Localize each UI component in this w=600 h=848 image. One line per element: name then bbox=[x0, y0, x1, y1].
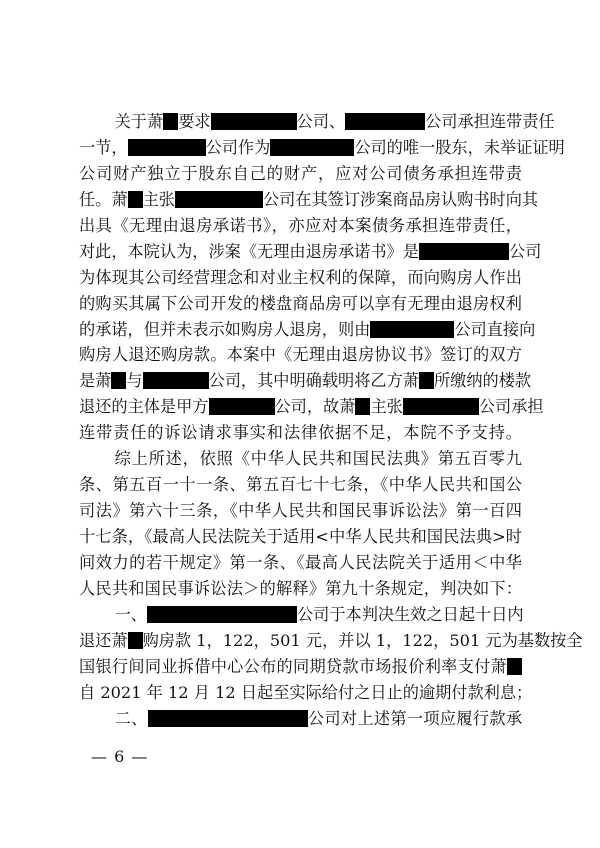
text-run: 二、 bbox=[114, 708, 148, 728]
redaction-bar bbox=[355, 398, 370, 415]
text-run: 购房人退还购房款。本案中《无理由退房协议书》签订的双方 bbox=[79, 345, 522, 365]
text-run: 公司，其中明确载明将乙方萧 bbox=[208, 371, 419, 391]
text-run: 自 2021 年 12 月 12 日起至实际给付之日止的逾期付款利息； bbox=[79, 682, 533, 702]
text-line bbox=[79, 628, 583, 654]
redaction-bar bbox=[128, 191, 143, 208]
text-run: 购房款 1，122，501 元，并以 1，122，501 元为基数按全 bbox=[142, 630, 583, 650]
redaction-bar bbox=[270, 139, 354, 156]
text-run: 出具《无理由退房承诺书》，亦应对本案债务承担连带责任， bbox=[79, 215, 522, 235]
text-run: 条、第五百一十一条、第五百七十七条，《中华人民共和国公 bbox=[79, 475, 522, 495]
redaction-bar bbox=[211, 113, 297, 130]
text-run: 关于萧 bbox=[114, 112, 164, 131]
redaction-bar bbox=[419, 372, 434, 389]
redaction-bar bbox=[175, 191, 263, 208]
text-line bbox=[79, 602, 522, 628]
redaction-bar bbox=[507, 658, 522, 675]
text-run: 公司在其签订涉案商品房认购书时向其 bbox=[262, 189, 539, 209]
text-run: 十七条，《最高人民法院关于适用<中华人民共和国民法典>时 bbox=[79, 527, 522, 546]
text-run: 主张 bbox=[370, 397, 403, 417]
text-line bbox=[79, 420, 522, 446]
redaction-bar bbox=[419, 243, 509, 260]
text-run: 的承诺，但并未表示如购房人退房，则由 bbox=[79, 319, 371, 339]
text-line bbox=[79, 187, 539, 213]
text-run: 公司，故萧 bbox=[274, 397, 356, 417]
text-line bbox=[79, 550, 522, 576]
redaction-bar bbox=[403, 398, 479, 415]
text-line bbox=[79, 317, 536, 343]
text-line bbox=[79, 472, 522, 498]
text-run: 的购买其属下公司开发的楼盘商品房可以享有无理由退房权利 bbox=[79, 293, 522, 313]
text-run: 公司于本判决生效之日起十日内 bbox=[297, 604, 524, 624]
text-run: 国银行间同业拆借中心公布的同期贷款市场报价利率支付萧 bbox=[79, 656, 507, 676]
text-run: 人民共和国民事诉讼法＞的解释》第九十条规定，判决如下： bbox=[79, 578, 522, 598]
text-run: 要求 bbox=[178, 112, 211, 131]
text-run: 与 bbox=[126, 371, 143, 391]
text-line bbox=[79, 135, 565, 161]
text-run: 公司作为 bbox=[205, 137, 271, 157]
text-line bbox=[79, 446, 522, 472]
text-line bbox=[79, 394, 544, 420]
text-run: 所缴纳的楼款 bbox=[434, 371, 532, 391]
judgment-body-text bbox=[79, 109, 583, 732]
redaction-bar bbox=[370, 321, 454, 338]
redaction-bar bbox=[128, 632, 143, 649]
text-run: 司法》第六十三条，《中华人民共和国民事诉讼法》第一百四 bbox=[79, 501, 522, 521]
text-line bbox=[79, 680, 533, 706]
text-line bbox=[79, 498, 522, 524]
redaction-bar bbox=[143, 372, 209, 389]
redaction-bar bbox=[163, 113, 178, 130]
text-line bbox=[79, 706, 522, 732]
redaction-bar bbox=[345, 113, 425, 130]
text-line bbox=[79, 368, 532, 394]
text-run: 一、 bbox=[114, 604, 147, 624]
text-run: 退还的主体是甲方 bbox=[79, 397, 209, 417]
text-run: 间效力的若干规定》第一条、《最高人民法院关于适用＜中华 bbox=[79, 552, 522, 572]
text-run: 对此，本院认为，涉案《无理由退房承诺书》是 bbox=[79, 241, 419, 261]
text-run: 主张 bbox=[142, 189, 175, 209]
text-run: 是萧 bbox=[79, 371, 112, 391]
text-line bbox=[79, 654, 522, 680]
redaction-bar bbox=[111, 372, 126, 389]
text-run: 公司承担 bbox=[478, 397, 544, 417]
text-line bbox=[79, 342, 522, 368]
text-run: 公司承担连带责任 bbox=[425, 112, 555, 131]
text-line bbox=[79, 291, 522, 317]
text-line bbox=[79, 265, 522, 291]
text-run: 公司对上述第一项应履行款承 bbox=[307, 708, 523, 728]
redaction-bar bbox=[128, 139, 206, 156]
text-run: 公司直接向 bbox=[454, 319, 536, 339]
redaction-bar bbox=[148, 710, 308, 727]
text-line bbox=[79, 161, 522, 187]
text-run: 公司 bbox=[508, 241, 542, 261]
text-run: 为体现其公司经营理念和对业主权利的保障，而向购房人作出 bbox=[79, 267, 522, 287]
text-run: 公司的唯一股东，未举证证明 bbox=[354, 137, 565, 157]
redaction-bar bbox=[147, 606, 297, 623]
page-number: — 6 — bbox=[91, 747, 149, 766]
text-run: 综上所述，依照《中华人民共和国民法典》第五百零九 bbox=[114, 449, 522, 469]
text-run: 一节， bbox=[79, 137, 128, 157]
text-line bbox=[79, 524, 522, 550]
text-run: 退还萧 bbox=[79, 630, 128, 650]
text-run: 连带责任的诉讼请求事实和法律依据不足，本院不予支持。 bbox=[79, 423, 522, 443]
text-line bbox=[79, 576, 522, 602]
redaction-bar bbox=[209, 398, 275, 415]
text-run: 任。萧 bbox=[79, 189, 128, 209]
text-line bbox=[79, 213, 522, 239]
text-line bbox=[79, 239, 542, 265]
text-line bbox=[79, 109, 555, 135]
text-run: 公司、 bbox=[296, 112, 346, 131]
text-run: 公司财产独立于股东自己的财产，应对公司债务承担连带责 bbox=[79, 163, 522, 183]
